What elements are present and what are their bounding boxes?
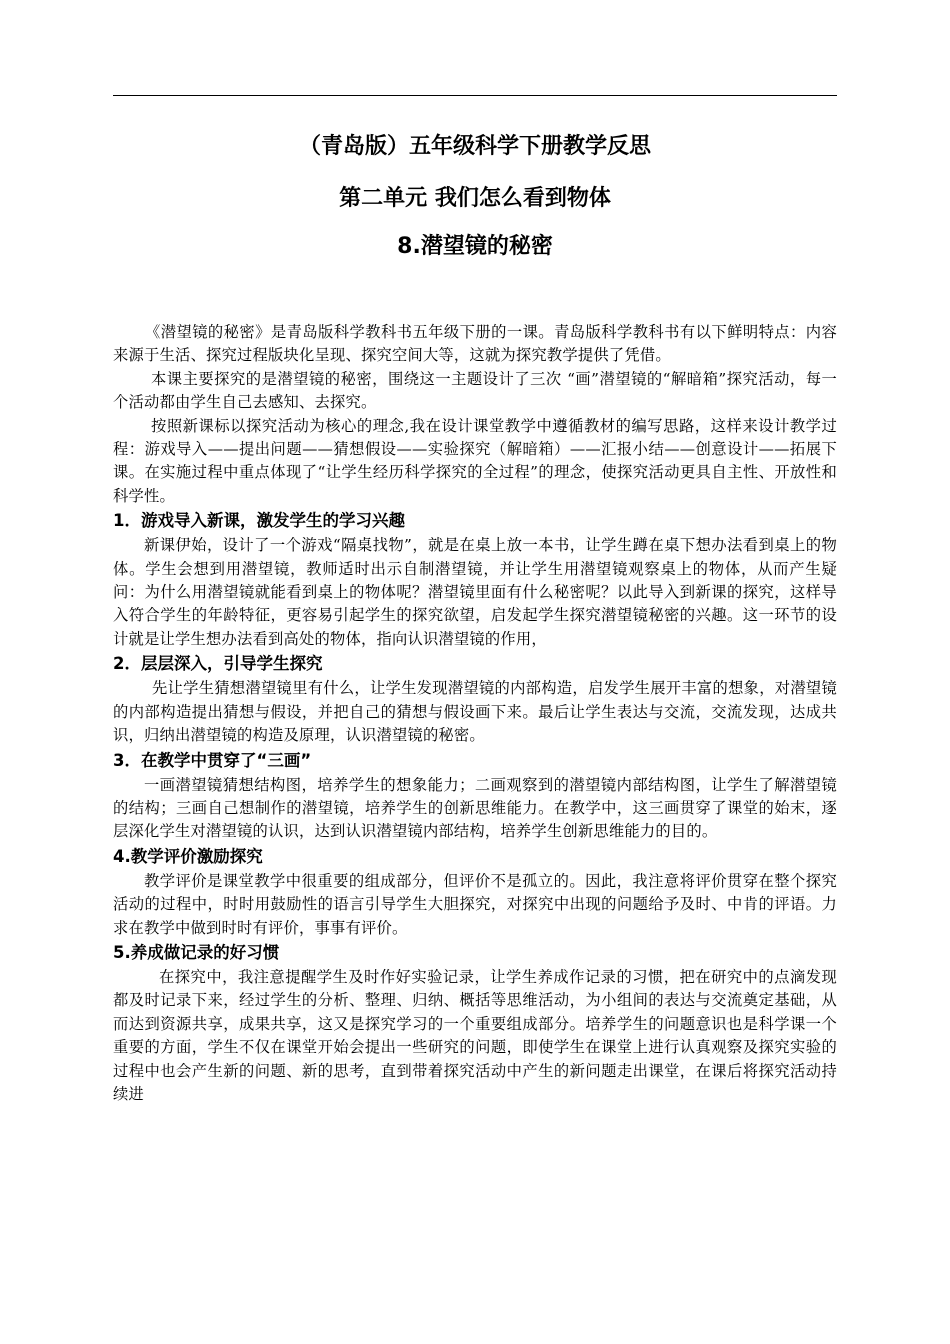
section-body-4: 教学评价是课堂教学中很重要的组成部分，但评价不是孤立的。因此，我注意将评价贯穿在整个探究活动的过程中，时时用鼓励性的语言引导学生大胆探究，对探究中出现的问题给予及时、中肯的评语。力求在教学中做到时时有评价，事事有评价。 — [113, 871, 837, 937]
section-heading-5: 5.养成做记录的好习惯 — [113, 942, 280, 962]
document-body — [113, 321, 837, 1106]
section-body-5: 在探究中，我注意提醒学生及时作好实验记录，让学生养成作记录的习惯，把在研究中的点滴发现都及时记录下来，经过学生的分析、整理、归纳、概括等思维活动，为小组间的表达与交流奠定基础，从而达到资源共享，成果共享，这又是探究学习的一个重要组成部分。培养学生的问题意识也是科学课一个重要的方面，学生不仅在课堂开始会提出一些研究的问题，即使学生在课堂上进行认真观察及探究实验的过程中也会产生新的问题、新的思考，直到带着探究活动中产生的新问题走出课堂，在课后将探究活动持续进 — [113, 967, 837, 1103]
header-rule — [113, 95, 837, 96]
lesson-title: 8.潜望镜的秘密 — [397, 234, 553, 259]
intro-paragraph-1: 《潜望镜的秘密》是青岛版科学教科书五年级下册的一课。青岛版科学教科书有以下鲜明特点：内容来源于生活、探究过程版块化呈现、探究空间大等，这就为探究教学提供了凭借。 — [113, 323, 837, 365]
section-heading-4: 4.教学评价激励探究 — [113, 846, 263, 866]
section-body-3: 一画潜望镜猜想结构图，培养学生的想象能力；二画观察到的潜望镜内部结构图，让学生了解潜望镜的结构；三画自己想制作的潜望镜，培养学生的创新思维能力。在教学中，这三画贯穿了课堂的始末，逐层深化学生对潜望镜的认识，达到认识潜望镜内部结构，培养学生创新思维能力的目的。 — [113, 775, 837, 841]
document-title: （青岛版）五年级科学下册教学反思 — [298, 134, 651, 159]
unit-title: 第二单元 我们怎么看到物体 — [339, 186, 611, 211]
section-heading-3: 3．在教学中贯穿了“三画” — [113, 750, 312, 770]
section-heading-1: 1．游戏导入新课，激发学生的学习兴趣 — [113, 511, 405, 531]
section-body-1: 新课伊始，设计了一个游戏“隔桌找物”，就是在桌上放一本书，让学生蹲在桌下想办法看到桌上的物体。学生会想到用潜望镜，教师适时出示自制潜望镜，并让学生用潜望镜观察桌上的物体，从而产生疑问：为什么用潜望镜就能看到桌上的物体呢？潜望镜里面有什么秘密呢？以此导入到新课的探究，这样导入符合学生的年龄特征，更容易引起学生的探究欲望，启发起学生探究潜望镜秘密的兴趣。这一环节的设计就是让学生想办法看到高处的物体，指向认识潜望镜的作用， — [113, 536, 837, 648]
intro-paragraph-3: 按照新课标以探究活动为核心的理念,我在设计课堂教学中遵循教材的编写思路，这样来设计教学过程：游戏导入——提出问题——猜想假设——实验探究（解暗箱）——汇报小结——创意设计——拓展下课。在实施过程中重点体现了“让学生经历科学探究的全过程”的理念，使探究活动更具自主性、开放性和科学性。 — [113, 416, 837, 505]
section-heading-2: 2．层层深入，引导学生探究 — [113, 654, 323, 674]
section-body-2: 先让学生猜想潜望镜里有什么，让学生发现潜望镜的内部构造，启发学生展开丰富的想象，对潜望镜的内部构造提出猜想与假设，并把自己的猜想与假设画下来。最后让学生表达与交流，交流发现，达成共识，归纳出潜望镜的构造及原理，认识潜望镜的秘密。 — [113, 679, 837, 745]
intro-paragraph-2: 本课主要探究的是潜望镜的秘密，围绕这一主题设计了三次 “画”潜望镜的“解暗箱”探究活动，每一个活动都由学生自己去感知、去探究。 — [113, 369, 837, 412]
